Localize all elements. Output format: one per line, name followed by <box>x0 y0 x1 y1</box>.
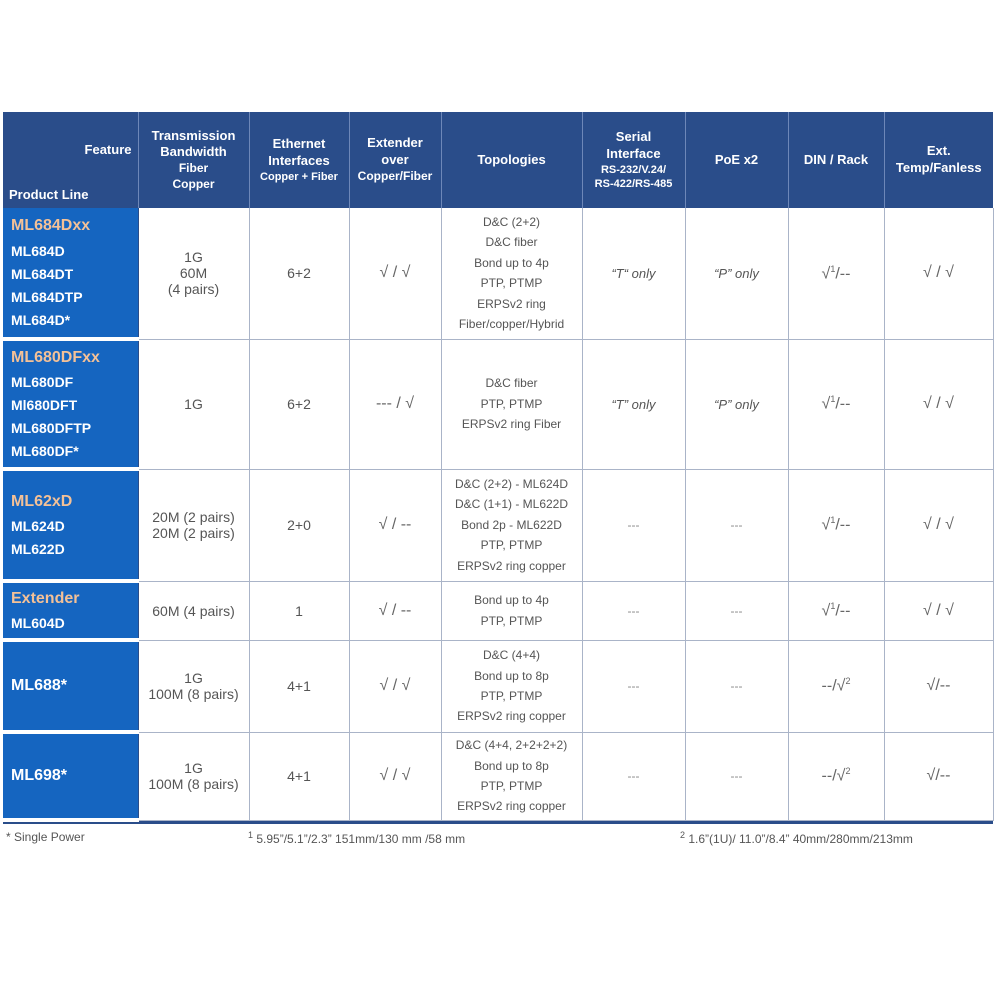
bandwidth-value: 60M (4 pairs) <box>152 602 235 619</box>
topologies-cell <box>441 469 582 581</box>
ethernet-cell: 6+2 <box>249 208 349 339</box>
comparison-sheet <box>3 112 993 824</box>
header-extender <box>349 112 441 208</box>
header-bandwidth-line2: Bandwidth <box>160 144 227 160</box>
topology-item: Bond up to 4p <box>474 255 549 270</box>
ethernet-cell: 4+1 <box>249 732 349 820</box>
din-rack-cell <box>788 339 884 469</box>
topology-item: Fiber/copper/Hybrid <box>458 317 565 332</box>
din-rack-cell <box>788 640 884 732</box>
ethernet-cell: 1 <box>249 581 349 640</box>
header-serial-line1: Serial <box>615 128 652 144</box>
product-line-cell <box>3 469 138 581</box>
din-rack-footnote-mark: 1 <box>830 263 836 274</box>
topology-item: D&C fiber <box>485 376 538 391</box>
bandwidth-value: 20M (2 pairs) <box>152 509 235 525</box>
topology-item: ERPSv2 ring copper <box>457 799 566 814</box>
product-model: ML684D <box>11 242 65 259</box>
table-row <box>3 469 993 581</box>
header-serial-line3: RS-232/V.24/ <box>600 163 667 176</box>
topology-item: D&C (1+1) - ML622D <box>454 497 569 512</box>
ext-temp-cell: √/-- <box>884 732 993 820</box>
bandwidth-value: 100M (8 pairs) <box>148 686 239 702</box>
topologies-cell <box>441 640 582 732</box>
header-extender-line3: Copper/Fiber <box>357 169 433 184</box>
extender-cell: √ / √ <box>349 208 441 339</box>
header-ethernet-sub: Copper + Fiber <box>260 170 338 183</box>
bandwidth-value: 20M (2 pairs) <box>152 525 235 541</box>
din-rack-footnote-mark: 1 <box>830 600 836 611</box>
bandwidth-cell <box>138 469 249 581</box>
footnote-single-power: * Single Power <box>6 830 85 844</box>
header-extender-line1: Extender <box>367 135 423 151</box>
product-model: ML684DT <box>11 265 74 282</box>
table-row <box>3 640 993 732</box>
product-line-heading: ML698* <box>11 766 68 784</box>
din-rack-footnote-mark: 1 <box>830 394 836 405</box>
poe-cell: --- <box>685 732 788 820</box>
topology-item: ERPSv2 ring <box>477 296 546 311</box>
table-row <box>3 339 993 469</box>
ext-temp-cell: √ / √ <box>884 208 993 339</box>
product-model: ML680DFTP <box>11 420 92 437</box>
serial-cell: “T“ only <box>582 208 685 339</box>
serial-cell: --- <box>582 469 685 581</box>
din-rack-rest: /-- <box>835 602 851 620</box>
product-model: ML624D <box>11 518 65 535</box>
topology-item: PTP, PTMP <box>480 689 543 703</box>
serial-cell: “T” only <box>582 339 685 469</box>
bandwidth-value: (4 pairs) <box>167 281 220 298</box>
product-line-heading: ML62xD <box>11 492 73 510</box>
din-rack-rest: /-- <box>835 516 851 534</box>
header-serial-line4: RS-422/RS-485 <box>594 177 673 190</box>
bandwidth-cell <box>138 339 249 469</box>
topology-item: Bond up to 4p <box>474 593 549 608</box>
product-model: ML604D <box>11 615 65 632</box>
ethernet-cell: 4+1 <box>249 640 349 732</box>
ethernet-cell: 6+2 <box>249 339 349 469</box>
serial-cell: --- <box>582 732 685 820</box>
ext-temp-cell: √ / √ <box>884 469 993 581</box>
table-row <box>3 581 993 640</box>
bandwidth-cell <box>138 208 249 339</box>
header-row <box>3 112 993 208</box>
topology-item: ERPSv2 ring copper <box>457 709 566 724</box>
din-rack-footnote-mark: 2 <box>845 766 851 777</box>
serial-cell: --- <box>582 581 685 640</box>
topology-item: PTP, PTMP <box>480 276 543 291</box>
topology-item: PTP, PTMP <box>480 779 543 793</box>
header-serial-line2: Interface <box>606 145 661 161</box>
topology-item: Bond 2p - ML622D <box>461 517 562 532</box>
product-line-cell <box>3 732 138 820</box>
topology-item: PTP, PTMP <box>480 538 543 553</box>
header-din-rack: DIN / Rack <box>788 112 884 208</box>
topology-item: PTP, PTMP <box>480 613 543 628</box>
extender-cell: --- / √ <box>349 339 441 469</box>
ext-temp-cell: √/-- <box>884 640 993 732</box>
product-model: ML622D <box>11 541 65 558</box>
product-line-heading: ML684Dxx <box>11 217 91 235</box>
product-model: ML684DTP <box>11 288 83 305</box>
product-line-heading: ML680DFxx <box>11 348 100 366</box>
ext-temp-cell: √ / √ <box>884 339 993 469</box>
serial-cell: --- <box>582 640 685 732</box>
table-row <box>3 732 993 820</box>
din-rack-value: --/√ <box>821 767 846 785</box>
footnote-1 <box>248 830 465 846</box>
din-rack-value: √ <box>821 395 831 413</box>
topology-item: ERPSv2 ring Fiber <box>461 417 562 432</box>
product-line-cell <box>3 640 138 732</box>
topologies-cell <box>441 732 582 820</box>
product-line-cell <box>3 208 138 339</box>
product-model: ML680DF <box>11 374 74 390</box>
header-ethernet-line2: Interfaces <box>268 152 330 168</box>
header-feature-productline <box>3 112 138 208</box>
poe-cell: --- <box>685 581 788 640</box>
topology-item: ERPSv2 ring copper <box>457 558 566 573</box>
header-ext-line2: Temp/Fanless <box>895 160 982 175</box>
poe-cell: “P” only <box>685 208 788 339</box>
bandwidth-cell <box>138 640 249 732</box>
din-rack-cell <box>788 732 884 820</box>
product-line-cell <box>3 339 138 469</box>
din-rack-value: √ <box>821 264 831 282</box>
extender-cell: √ / -- <box>349 469 441 581</box>
product-line-heading: ML688* <box>11 676 68 694</box>
bandwidth-cell <box>138 732 249 820</box>
topologies-cell <box>441 339 582 469</box>
product-comparison-table <box>3 112 994 822</box>
header-ethernet <box>249 112 349 208</box>
din-rack-value: √ <box>821 602 831 620</box>
extender-cell: √ / √ <box>349 732 441 820</box>
header-ext-temp <box>884 112 993 208</box>
topology-item: D&C (4+4, 2+2+2+2) <box>455 738 568 753</box>
bandwidth-value: 1G <box>184 760 203 776</box>
topology-item: D&C (2+2) <box>482 215 541 230</box>
footnote-2-mark: 2 <box>680 830 686 840</box>
footnote-2-text: 1.6”(1U)/ 11.0”/8.4” 40mm/280mm/213mm <box>685 832 913 846</box>
bandwidth-value: 100M (8 pairs) <box>148 776 239 792</box>
din-rack-cell <box>788 469 884 581</box>
din-rack-rest: /-- <box>835 395 851 413</box>
din-rack-value: √ <box>821 516 831 534</box>
din-rack-value: --/√ <box>821 677 846 695</box>
header-topologies: Topologies <box>441 112 582 208</box>
bandwidth-value: 1G <box>184 396 203 412</box>
header-bandwidth-line1: Transmission <box>151 127 236 143</box>
table-row <box>3 208 993 339</box>
din-rack-rest: /-- <box>835 264 851 282</box>
bandwidth-value: 1G <box>184 249 203 266</box>
poe-cell: --- <box>685 469 788 581</box>
header-ethernet-line1: Ethernet <box>272 135 326 151</box>
topologies-cell <box>441 581 582 640</box>
din-rack-footnote-mark: 2 <box>845 676 851 687</box>
header-ext-line1: Ext. <box>926 143 951 159</box>
ethernet-cell: 2+0 <box>249 469 349 581</box>
topology-item: Bond up to 8p <box>474 668 549 683</box>
header-product-line: Product Line <box>9 187 89 202</box>
product-line-heading: Extender <box>11 589 80 607</box>
extender-cell: √ / -- <box>349 581 441 640</box>
poe-cell: --- <box>685 640 788 732</box>
poe-cell: “P” only <box>685 339 788 469</box>
header-feature: Feature <box>84 142 132 157</box>
header-bandwidth <box>138 112 249 208</box>
product-model: ML680DF* <box>11 443 79 460</box>
footnote-2 <box>680 830 913 846</box>
footnote-1-mark: 1 <box>248 830 254 840</box>
din-rack-cell <box>788 208 884 339</box>
footnote-1-text: 5.95”/5.1”/2.3” 151mm/130 mm /58 mm <box>253 832 466 846</box>
header-bandwidth-fiber: Fiber <box>178 161 209 176</box>
header-bandwidth-copper: Copper <box>172 176 215 191</box>
topology-item: D&C (2+2) - ML624D <box>454 477 569 492</box>
din-rack-footnote-mark: 1 <box>830 515 836 526</box>
topology-item: Bond up to 8p <box>474 758 549 773</box>
topology-item: D&C (4+4) <box>482 648 541 663</box>
product-model: Ml680DFT <box>11 397 78 414</box>
header-serial <box>582 112 685 208</box>
topology-item: D&C fiber <box>485 235 538 250</box>
ext-temp-cell: √ / √ <box>884 581 993 640</box>
header-extender-line2: over <box>381 152 409 168</box>
bandwidth-value: 1G <box>184 670 203 686</box>
topology-item: PTP, PTMP <box>480 396 543 411</box>
extender-cell: √ / √ <box>349 640 441 732</box>
topologies-cell <box>441 208 582 339</box>
bandwidth-cell <box>138 581 249 640</box>
product-line-cell <box>3 581 138 640</box>
din-rack-cell <box>788 581 884 640</box>
header-poe: PoE x2 <box>685 112 788 208</box>
product-model: ML684D* <box>11 311 71 328</box>
bandwidth-value: 60M <box>179 265 208 282</box>
